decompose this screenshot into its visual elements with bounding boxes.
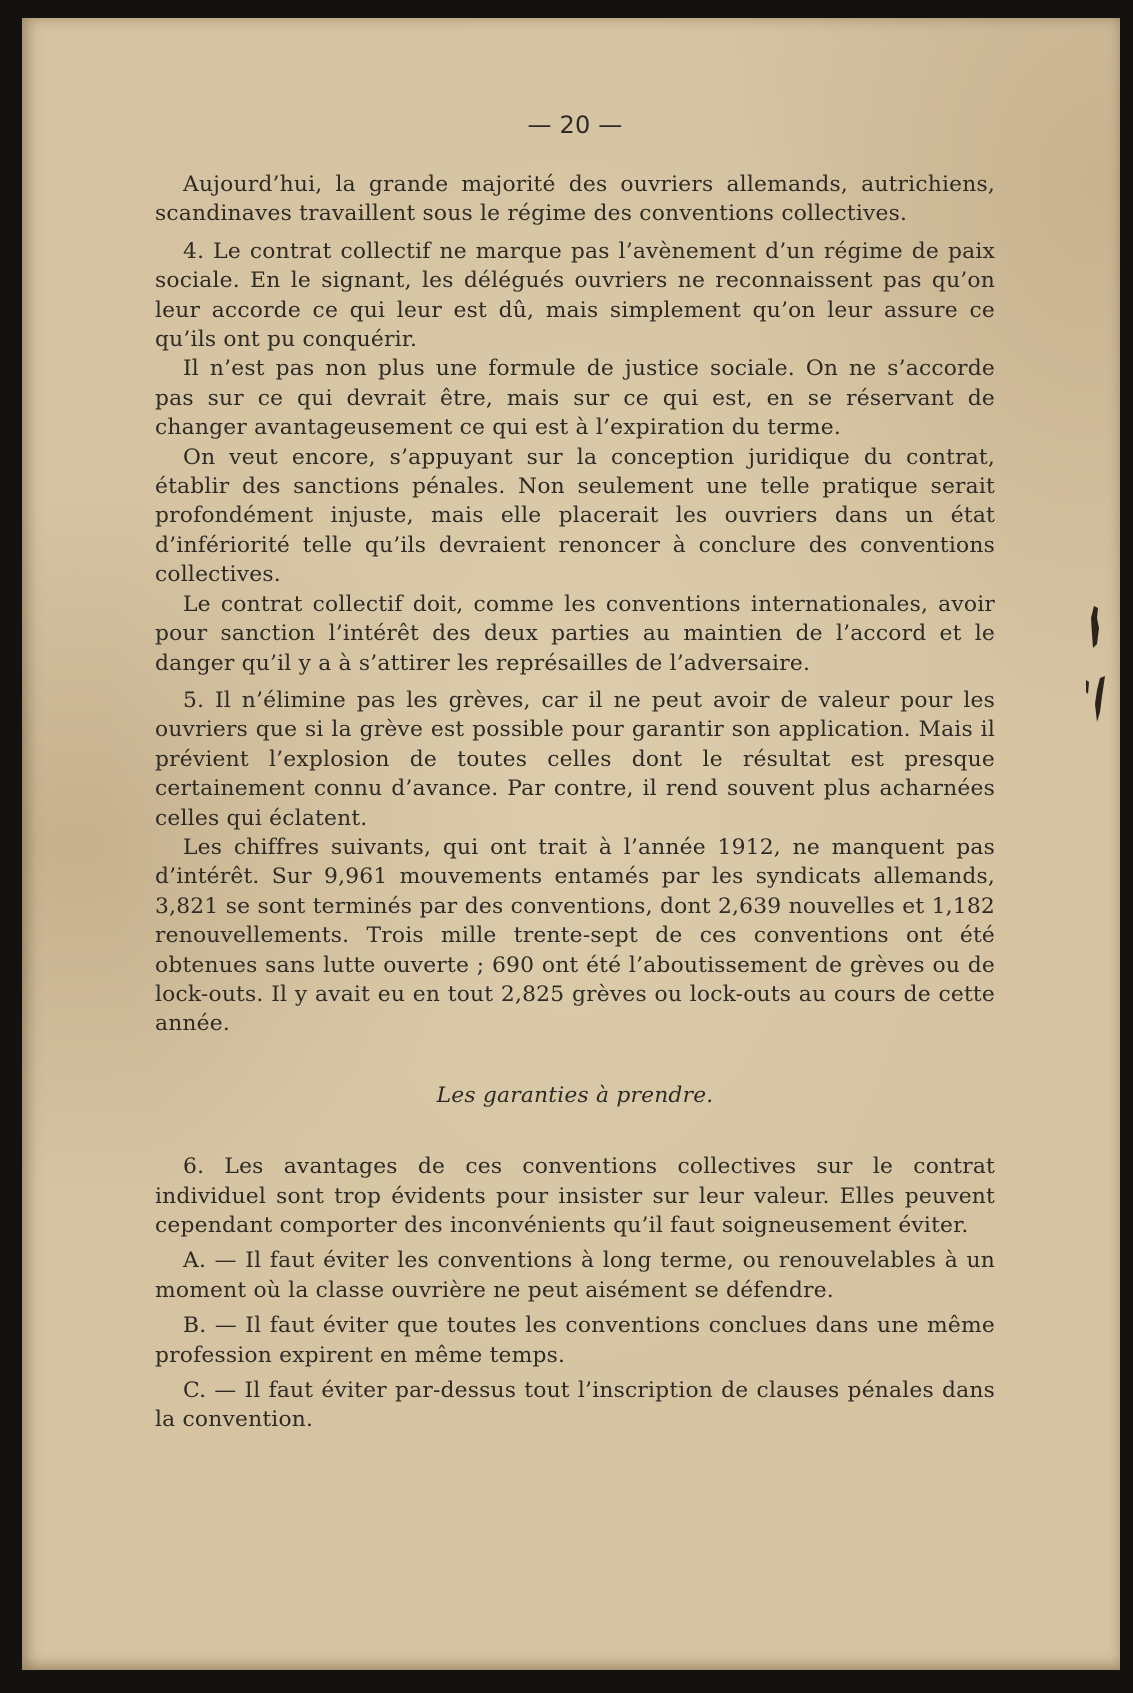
paragraph-section-5: 5. Il n’élimine pas les grèves, car il ne peut avoir de valeur pour les ouvriers que si la grève est possible pour garantir son application. Mais il prévient l’explosion de toutes celles dont le résultat est presque certainement connu d’avance. Par contre, il rend souvent plus acharnées celles qui éclatent. [155,687,995,831]
paragraph-point-c: C. — Il faut éviter par-dessus tout l’inscription de clauses pénales dans la convention. [155,1378,995,1433]
margin-ink-mark [1080,604,1110,744]
paragraph-justice-sociale: Il n’est pas non plus une formule de justice sociale. On ne s’accorde pas sur ce qui devrait être, mais sur ce qui est, en se réservant de changer avantageusement ce qui est à l’expiration du terme. [155,356,995,441]
paragraph-point-a: A. — Il faut éviter les conventions à long terme, ou renouvelables à un moment où la classe ouvrière ne peut aisément se défendre. [155,1248,995,1303]
paper-page [22,18,1120,1670]
paragraph-point-b: B. — Il faut éviter que toutes les conventions conclues dans une même profession expirent en même temps. [155,1313,995,1368]
paragraph-section-4: 4. Le contrat collectif ne marque pas l’avènement d’un régime de paix sociale. En le signant, les délégués ouvriers ne reconnaissent pas qu’on leur accorde ce qui leur est dû, mais simplement qu’on leur assure ce qu’ils ont pu conquérir. [155,238,995,353]
section-heading: Les garanties à prendre. [436,1082,714,1108]
paragraph-section-6: 6. Les avantages de ces conventions collectives sur le contrat individuel sont trop évidents pour insister sur leur valeur. Elles peuvent cependant comporter des inconvénients qu’il faut soigneusement éviter. [155,1154,995,1238]
page-body [155,170,995,1435]
paragraph-contrat-sanction: Le contrat collectif doit, comme les conventions internationales, avoir pour sanction l’intérêt des deux parties au maintien de l’accord et le danger qu’il y a à s’attirer les représailles de l’adversaire. [155,591,995,676]
page-number: — 20 — [527,111,623,139]
paragraph-sanctions-penales: On veut encore, s’appuyant sur la conception juridique du contrat, établir des sanctions pénales. Non seulement une telle pratique serait profondément injuste, mais elle placerait les ouvriers dans un état d’infériorité telle qu’ils devraient renoncer à conclure des conventions collectives. [155,444,995,588]
paragraph-chiffres-1912: Les chiffres suivants, qui ont trait à l’année 1912, ne manquent pas d’intérêt. Sur 9,961 mouvements entamés par les syndicats allemands, 3,821 se sont terminés par des conventions, dont 2,639 nouvelles et 1,182 renouvellements. Trois mille trente-sept de ces conventions ont été obtenues sans lutte ouverte ; 690 ont été l’aboutissement de grèves ou de lock-outs. Il y avait eu en tout 2,825 grèves ou lock-outs au cours de cette année. [155,834,995,1037]
paragraph-intro: Aujourd’hui, la grande majorité des ouvriers allemands, autrichiens, scandinaves travaillent sous le régime des conventions collectives. [155,172,995,227]
